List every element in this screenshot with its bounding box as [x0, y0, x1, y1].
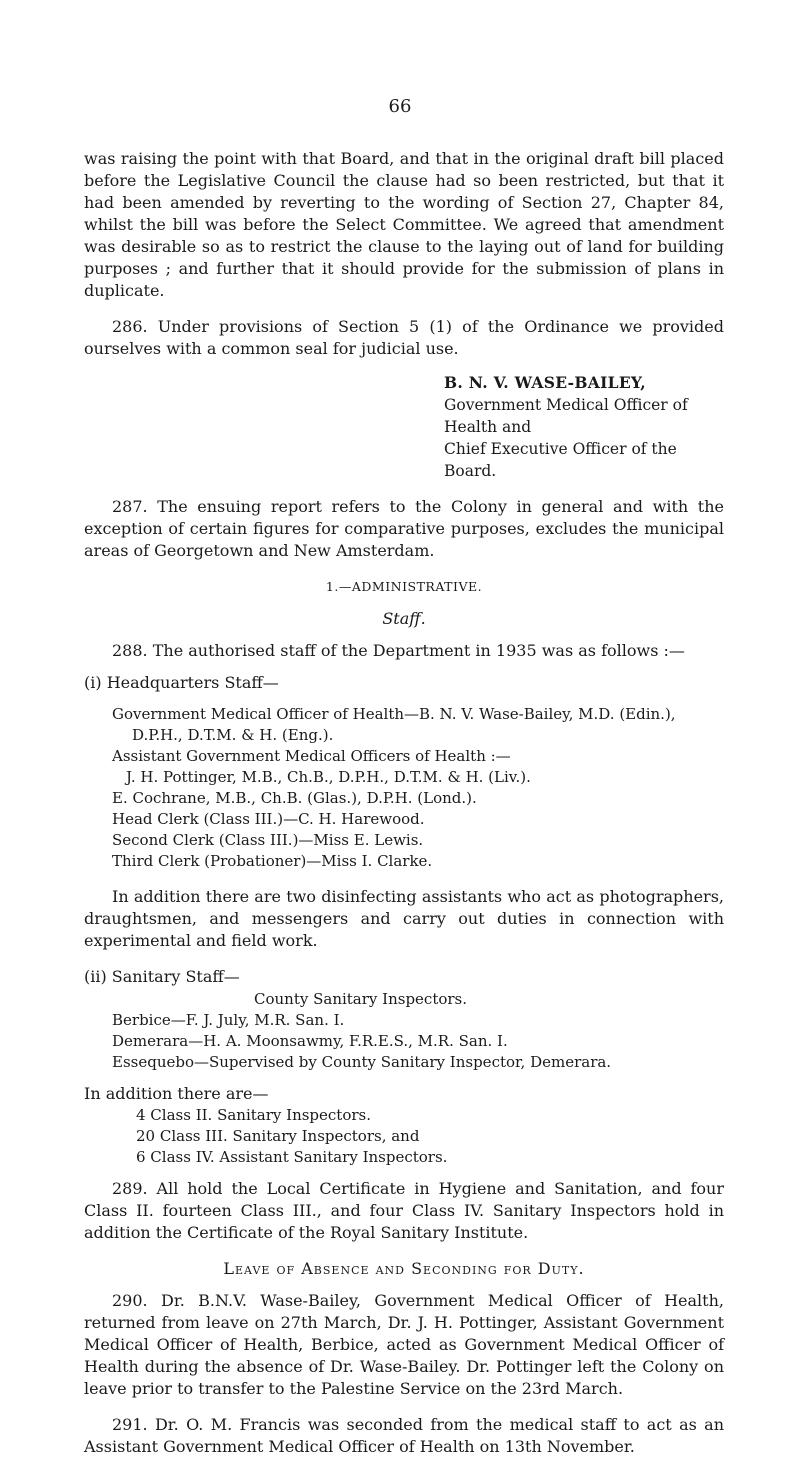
headquarters-staff-heading: (i) Headquarters Staff— [84, 673, 279, 692]
page-number: 66 [388, 96, 412, 117]
list-item: 4 Class II. Sanitary Inspectors. [136, 1106, 371, 1124]
in-addition-heading: In addition there are— [84, 1084, 269, 1103]
list-item: 20 Class III. Sanitary Inspectors, and [136, 1127, 420, 1145]
list-item: Berbice—F. J. July, M.R. San. I. [112, 1011, 345, 1029]
sanitary-staff-heading: (ii) Sanitary Staff— [84, 967, 240, 986]
list-item: E. Cochrane, M.B., Ch.B. (Glas.), D.P.H. (Lond.). [112, 789, 477, 807]
headquarters-staff-list [112, 704, 724, 872]
list-item: Assistant Government Medical Officers of Health :— [112, 747, 511, 765]
inspector-class-list [136, 1105, 724, 1168]
staff-heading: Staff. [382, 609, 426, 628]
list-item: Third Clerk (Probationer)—Miss I. Clarke. [112, 852, 433, 870]
list-item: Second Clerk (Class III.)—Miss E. Lewis. [112, 831, 424, 849]
signature-title-line2: Chief Executive Officer of the Board. [444, 440, 677, 480]
paragraph-288: 288. The authorised staff of the Department in 1935 was as follows :— [112, 641, 685, 660]
paragraph-287: 287. The ensuing report refers to the Colony in general and with the exception of certain figures for comparative purposes, excludes the municipal areas of Georgetown and New Amsterdam. [84, 497, 724, 560]
signature-name: B. N. V. WASE-BAILEY, [444, 373, 646, 392]
paragraph-290: 290. Dr. B.N.V. Wase-Bailey, Government Medical Officer of Health, returned from leave on 27th March, Dr. J. H. Pottinger, Assistant Government Medical Officer of Health, Berbice, acted as Government Medical Officer of Health during the absence of Dr. Wase-Bailey. Dr. Pottinger left the Colony on leave prior to transfer to the Palestine Service on the 23rd March. [84, 1291, 724, 1398]
paragraph-additional-staff: In addition there are two disinfecting assistants who act as photographers, draughtsmen, and messengers and carry out duties in connection with experimental and field work. [84, 887, 724, 950]
paragraph-289: 289. All hold the Local Certificate in Hygiene and Sanitation, and four Class II. fourteen Class III., and four Class IV. Sanitary Inspectors hold in addition the Certificate of the Royal Sanitary Institute. [84, 1179, 724, 1242]
list-item: Demerara—H. A. Moonsawmy, F.R.E.S., M.R. San. I. [112, 1032, 508, 1050]
list-item: Government Medical Officer of Health—B. N. V. Wase-Bailey, M.D. (Edin.), D.P.H., D.T.M. & H. (Eng.). [112, 705, 676, 744]
list-item: J. H. Pottinger, M.B., Ch.B., D.P.H., D.T.M. & H. (Liv.). [126, 768, 531, 786]
list-item: Essequebo—Supervised by County Sanitary Inspector, Demerara. [112, 1053, 612, 1071]
list-item: 6 Class IV. Assistant Sanitary Inspectors. [136, 1148, 448, 1166]
signature-title-line1: Government Medical Officer of Health and [444, 396, 688, 436]
section-heading: 1.—ADMINISTRATIVE. [325, 579, 483, 594]
page-body [84, 148, 724, 1458]
paragraph-291: 291. Dr. O. M. Francis was seconded from the medical staff to act as an Assistant Government Medical Officer of Health on 13th November. [84, 1415, 724, 1456]
leave-heading: Leave of Absence and Seconding for Duty. [223, 1259, 585, 1278]
paragraph-286: 286. Under provisions of Section 5 (1) of the Ordinance we provided ourselves with a common seal for judicial use. [84, 317, 724, 358]
county-inspectors-heading: County Sanitary Inspectors. [254, 990, 468, 1008]
paragraph-continuation: was raising the point with that Board, and that in the original draft bill placed before the Legislative Council the clause had so been restricted, but that it had been amended by reverting to the wording of Section 27, Chapter 84, whilst the bill was before the Select Committee. We agreed that amendment was desirable so as to restrict the clause to the laying out of land for building purposes ; and further that it should provide for the submission of plans in duplicate. [84, 149, 724, 300]
list-item: Head Clerk (Class III.)—C. H. Harewood. [112, 810, 425, 828]
county-inspectors-list [112, 1010, 724, 1073]
signature-block [444, 372, 724, 482]
